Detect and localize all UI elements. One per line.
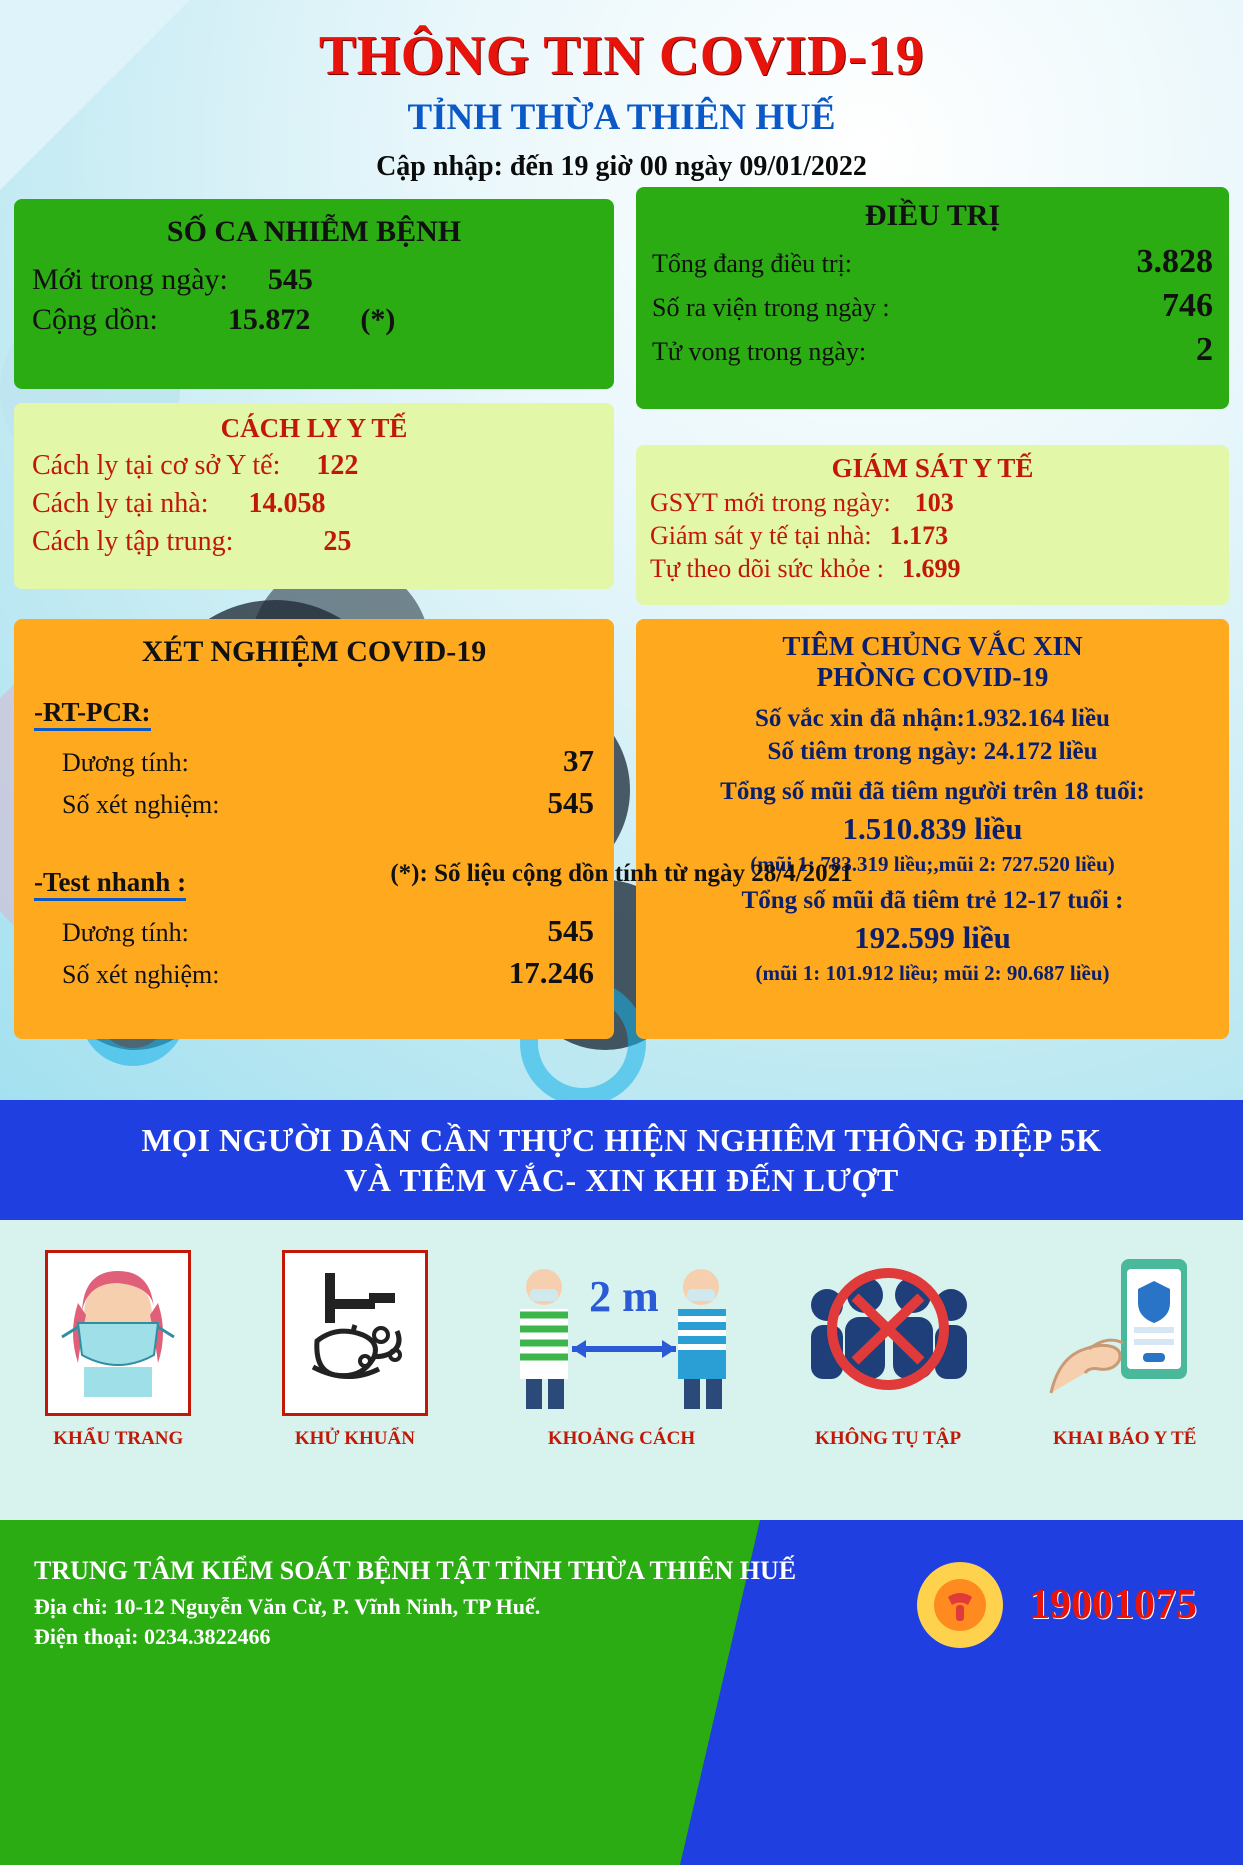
row-cases-new [32,263,596,297]
value: 14.058 [248,488,326,519]
province-subtitle: TỈNH THỪA THIÊN HUẾ [407,97,836,138]
hotline-block [917,1562,1197,1648]
card-surveillance [636,445,1229,605]
label: GSYT mới trong ngày: [650,488,891,517]
handwash-icon [282,1250,428,1416]
value: 545 [267,263,313,296]
card-quarantine-title: CÁCH LY Y TẾ [220,413,408,443]
label: Cách ly tại cơ sở Y tế: [32,450,281,481]
row-cases-total [32,303,596,337]
value: 3.828 [1136,243,1213,280]
row-treatment-discharged [652,287,1213,325]
message-banner [0,1100,1243,1220]
banner-line-1: MỌI NGƯỜI DÂN CẦN THỰC HIỆN NGHIÊM THÔNG ĐIỆP 5K [141,1122,1102,1158]
vaccine-adult-total: 1.510.839 liều [842,811,1023,847]
value: 545 [547,785,594,820]
icon-caption: KHAI BÁO Y TẾ [1052,1428,1197,1449]
icon-item-distance [491,1248,751,1450]
icon-item-no-gathering [788,1248,988,1450]
value: 1.173 [889,521,949,550]
label: Cách ly tập trung: [32,526,234,557]
row-quarantine-central [32,526,596,558]
footer [0,1520,1243,1865]
icon-caption: KHỬ KHUẨN [294,1428,415,1449]
hotline-number: 19001075 [1029,1582,1197,1628]
icon-caption: KHOẢNG CÁCH [547,1428,696,1449]
icon-item-mask [18,1248,218,1450]
value: 15.872 [227,303,311,336]
label: Tử vong trong ngày: [652,337,867,366]
value: 37 [563,743,594,778]
card-treatment [636,187,1229,409]
label: Mới trong ngày: [32,263,228,296]
card-testing [14,619,614,1039]
card-surveillance-title: GIÁM SÁT Y TẾ [831,453,1034,483]
row-surveillance-home [650,521,1215,551]
icon-caption: KHÔNG TỤ TẬP [815,1428,962,1449]
testing-section-rtpcr: -RT-PCR: [34,697,151,731]
label: Số ra viện trong ngày : [652,293,890,322]
row-treatment-deaths [652,331,1213,369]
vaccine-child-total: 192.599 liều [854,920,1011,956]
card-quarantine [14,403,614,589]
row-treatment-current [652,243,1213,281]
value: 122 [316,450,359,481]
health-declaration-icon [1035,1253,1215,1413]
value: 2 [1196,331,1213,368]
card-cases-title: SỐ CA NHIỄM BỆNH [166,215,462,248]
label: Dương tính: [62,748,189,777]
footnote-marker: (*) [360,303,396,336]
footer-address: Địa chỉ: 10-12 Nguyễn Văn Cừ, P. Vĩnh Ninh, TP Huế. [34,1594,541,1619]
value: 545 [547,913,594,948]
card-vaccination-title [648,631,1217,693]
testing-section-rapid: -Test nhanh : [34,867,186,901]
no-gathering-icon [793,1253,983,1413]
row-surveillance-selfmonitor [650,554,1215,584]
card-cases [14,199,614,389]
row-rapid-tests [34,955,594,991]
row-quarantine-home [32,488,596,520]
prevention-icons [0,1220,1243,1520]
label: Số xét nghiệm: [62,790,220,819]
label: Tổng đang điều trị: [652,249,853,278]
vaccine-adult-label: Tổng số mũi đã tiêm người trên 18 tuổi: [720,778,1145,806]
row-quarantine-facility [32,450,596,482]
phone-icon [917,1562,1003,1648]
label: Cộng dồn: [32,303,158,336]
value: 25 [323,526,352,557]
vaccine-today: Số tiêm trong ngày: 24.172 liều [767,738,1098,766]
distance-icon [496,1253,746,1413]
title-line-1: TIÊM CHỦNG VẮC XIN [782,631,1083,661]
page-title: THÔNG TIN COVID-19 [318,25,925,87]
row-rtpcr-tests [34,785,594,821]
value: 17.246 [508,955,594,990]
vaccine-received: Số vắc xin đã nhận:1.932.164 liều [755,705,1110,733]
vaccine-adult-breakdown: (mũi 1: 783.319 liều;,mũi 2: 727.520 liều) [750,852,1115,877]
footer-text [34,1556,796,1650]
value: 1.699 [901,554,961,583]
vaccine-child-label: Tổng số mũi đã tiêm trẻ 12-17 tuổi : [741,887,1124,915]
label: Số xét nghiệm: [62,960,220,989]
footer-org: TRUNG TÂM KIỂM SOÁT BỆNH TẬT TỈNH THỪA THIÊN HUẾ [34,1556,797,1585]
svg-text:2 m: 2 m [589,1272,660,1321]
label: Dương tính: [62,918,189,947]
banner-line-2: VÀ TIÊM VẮC- XIN KHI ĐẾN LƯỢT [344,1162,899,1198]
card-treatment-title: ĐIỀU TRỊ [864,199,1001,232]
row-rtpcr-positive [34,743,594,779]
card-vaccination [636,619,1229,1039]
row-surveillance-new [650,488,1215,518]
footer-phone: Điện thoại: 0234.3822466 [34,1624,271,1649]
label: Tự theo dõi sức khỏe : [650,554,884,583]
row-rapid-positive [34,913,594,949]
updated-timestamp: Cập nhập: đến 19 giờ 00 ngày 09/01/2022 [376,151,867,182]
card-testing-title: XÉT NGHIỆM COVID-19 [141,635,487,668]
icon-item-health-declaration [1025,1248,1225,1450]
footnote: (*): Số liệu cộng dồn tính từ ngày 28/4/2021 [390,860,853,887]
icon-item-handwash [255,1248,455,1450]
vaccine-child-breakdown: (mũi 1: 101.912 liều; mũi 2: 90.687 liều) [755,961,1110,986]
title-line-2: PHÒNG COVID-19 [816,662,1049,693]
value: 103 [914,488,954,517]
label: Cách ly tại nhà: [32,488,209,519]
icon-caption: KHẨU TRANG [53,1428,184,1449]
mask-icon [45,1250,191,1416]
value: 746 [1162,287,1213,324]
label: Giám sát y tế tại nhà: [650,521,872,550]
